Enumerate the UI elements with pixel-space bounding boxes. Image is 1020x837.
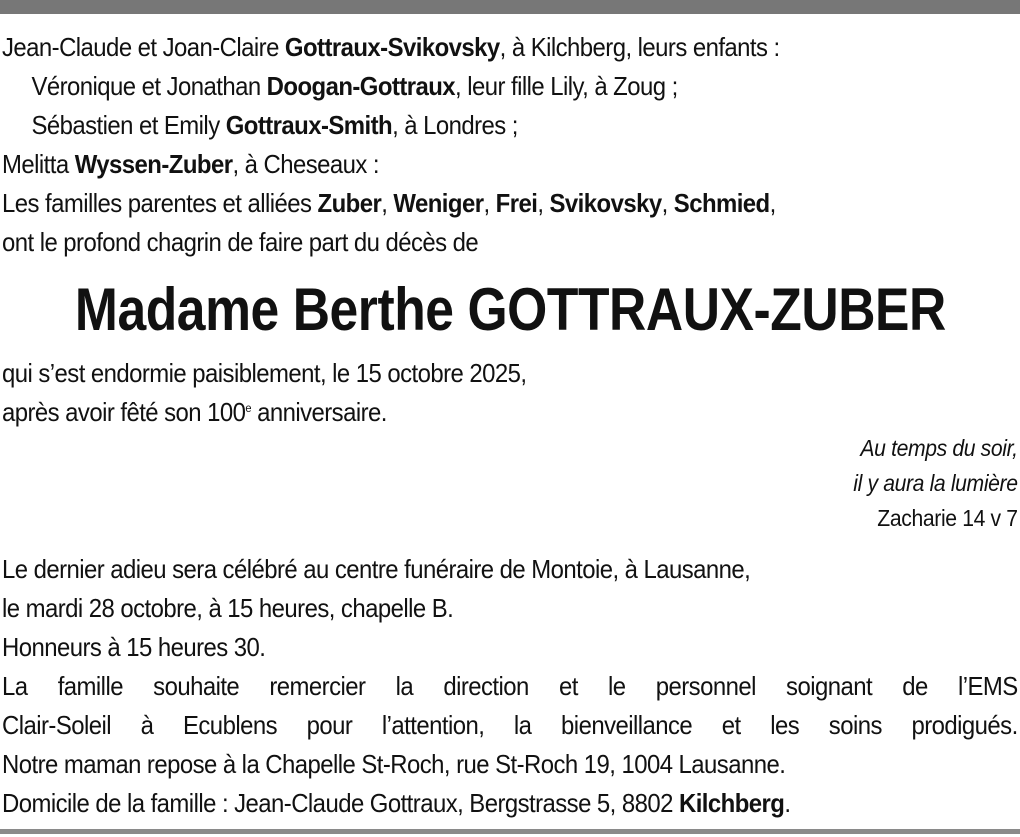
thanks-line-2: Clair-Soleil à Ecublens pour l’attention, la bienveillance et les soins prodigués. bbox=[2, 710, 1018, 740]
text: , à Londres ; bbox=[392, 110, 518, 140]
ceremony-details bbox=[2, 550, 1018, 823]
text: . bbox=[784, 788, 791, 818]
family-name: Doogan-Gottraux bbox=[266, 71, 456, 101]
family-name: Zuber bbox=[317, 188, 382, 218]
ceremony-line-2: le mardi 28 octobre, à 15 heures, chapelle B. bbox=[2, 593, 454, 623]
family-name: Svikovsky bbox=[549, 188, 662, 218]
ordinal-suffix: e bbox=[245, 401, 251, 415]
family-address-line bbox=[2, 784, 937, 823]
bottom-rule bbox=[0, 829, 1020, 834]
family-name: Gottraux-Smith bbox=[225, 110, 393, 140]
town-name: Kilchberg bbox=[678, 788, 785, 818]
family-name: Frei bbox=[495, 188, 538, 218]
thanks-line-1: La famille souhaite remercier la direction et le personnel soignant de l’EMS bbox=[2, 671, 1018, 701]
quote-line-2: il y aura la lumière bbox=[853, 470, 1018, 496]
quote-line-1: Au temps du soir, bbox=[860, 435, 1018, 461]
separator: , bbox=[769, 188, 776, 218]
text: anniversaire. bbox=[250, 397, 387, 427]
deceased-name bbox=[0, 277, 1020, 343]
separator: , bbox=[381, 188, 394, 218]
family-name: Wyssen-Zuber bbox=[74, 149, 233, 179]
passing-line-2 bbox=[2, 393, 937, 432]
announcement-line: ont le profond chagrin de faire part du décès de bbox=[2, 227, 479, 257]
text: Jean-Claude et Joan-Claire bbox=[2, 32, 285, 62]
ceremony-line-1: Le dernier adieu sera célébré au centre funéraire de Montoie, à Lausanne, bbox=[2, 554, 751, 584]
family-name: Schmied bbox=[673, 188, 770, 218]
text: , à Cheseaux : bbox=[232, 149, 379, 179]
family-line-child-2 bbox=[2, 106, 937, 145]
family-line-sibling bbox=[2, 145, 937, 184]
separator: , bbox=[661, 188, 674, 218]
family-line-child-1 bbox=[2, 67, 937, 106]
family-line-relatives bbox=[2, 184, 937, 223]
passing-details bbox=[2, 354, 937, 432]
text: Véronique et Jonathan bbox=[31, 71, 267, 101]
top-rule bbox=[0, 0, 1020, 14]
text: Les familles parentes et alliées bbox=[2, 188, 318, 218]
bible-quote bbox=[839, 431, 1018, 536]
text: Melitta bbox=[2, 149, 75, 179]
deceased-name-text: Madame Berthe GOTTRAUX-ZUBER bbox=[74, 276, 946, 343]
text: , à Kilchberg, leurs enfants : bbox=[499, 32, 780, 62]
text: Domicile de la famille : Jean-Claude Gottraux, Bergstrasse 5, 8802 bbox=[2, 788, 679, 818]
text: , leur fille Lily, à Zoug ; bbox=[455, 71, 678, 101]
separator: , bbox=[483, 188, 496, 218]
passing-line-1: qui s’est endormie paisiblement, le 15 octobre 2025, bbox=[2, 358, 527, 388]
text: après avoir fêté son 100 bbox=[2, 397, 246, 427]
family-name: Gottraux-Svikovsky bbox=[284, 32, 500, 62]
family-line-parents bbox=[2, 28, 937, 67]
chapel-line: Notre maman repose à la Chapelle St-Roch, rue St-Roch 19, 1004 Lausanne. bbox=[2, 749, 786, 779]
family-name: Weniger bbox=[393, 188, 484, 218]
text: Sébastien et Emily bbox=[31, 110, 226, 140]
ceremony-line-3: Honneurs à 15 heures 30. bbox=[2, 632, 266, 662]
quote-reference: Zacharie 14 v 7 bbox=[877, 505, 1018, 531]
family-announcement bbox=[2, 28, 937, 262]
separator: , bbox=[537, 188, 550, 218]
